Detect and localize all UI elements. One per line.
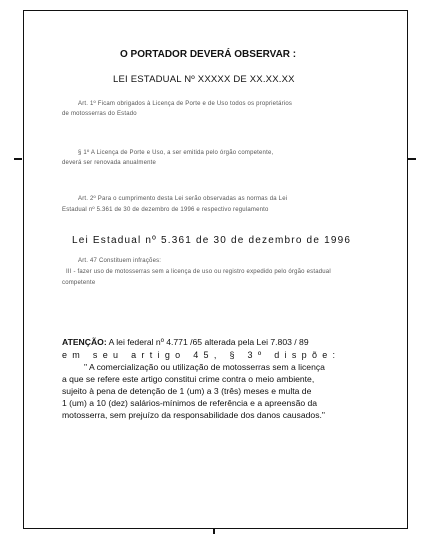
warning-line-2: em seu artigo 45, § 3º dispõe: (62, 350, 341, 360)
faint-paragraph-line: III - fazer uso de motosserras sem a licença de uso ou registro expedido pelo órgão estadual (66, 269, 331, 275)
faint-paragraph-line: Art. 1º Ficam obrigados à Licença de Porte e de Uso todos os proprietários (78, 101, 293, 107)
warning-quote-line: a que se refere este artigo constitui crime contra o meio ambiente, (62, 374, 315, 384)
faint-paragraph-line: § 1º A Licença de Porte e Uso, a ser emitida pelo órgão competente, (78, 150, 274, 156)
crop-mark-left (14, 158, 22, 160)
warning-text: A lei federal nº 4.771 /65 alterada pela Lei 7.803 / 89 (106, 337, 309, 347)
warning-quote-line: " A comercialização ou utilização de motosserras sem a licença (84, 362, 325, 372)
crop-mark-bottom (213, 528, 215, 534)
faint-paragraph-line: deverá ser renovada anualmente (62, 160, 157, 166)
faint-paragraph-line: competente (62, 280, 96, 286)
warning-line-1 (62, 338, 309, 347)
faint-paragraph-line: Art. 47 Constituem infrações: (78, 258, 162, 264)
warning-quote-line: sujeito à pena de detenção de 1 (um) a 3 (três) meses e multa de (62, 386, 312, 396)
warning-quote-line: motosserra, sem prejuízo da responsabilidade dos danos causados." (62, 410, 325, 420)
faint-paragraph-line: Art. 2º Para o cumprimento desta Lei serão observadas as normas da Lei (78, 196, 288, 202)
faint-paragraph-line: Estadual nº 5.361 de 30 de dezembro de 1996 e respectivo regulamento (62, 207, 269, 213)
warning-quote-line: 1 (um) a 10 (dez) salários-mínimos de referência e a apreensão da (62, 398, 318, 408)
state-law-heading-2: Lei Estadual nº 5.361 de 30 de dezembro de 1996 (72, 235, 352, 246)
state-law-heading: LEI ESTADUAL Nº XXXXX DE XX.XX.XX (113, 74, 295, 85)
faint-paragraph-line: de motosserras do Estado (62, 111, 137, 117)
document-title: O PORTADOR DEVERÁ OBSERVAR : (120, 49, 297, 60)
crop-mark-right (408, 158, 416, 160)
warning-label: ATENÇÃO: (62, 337, 107, 347)
